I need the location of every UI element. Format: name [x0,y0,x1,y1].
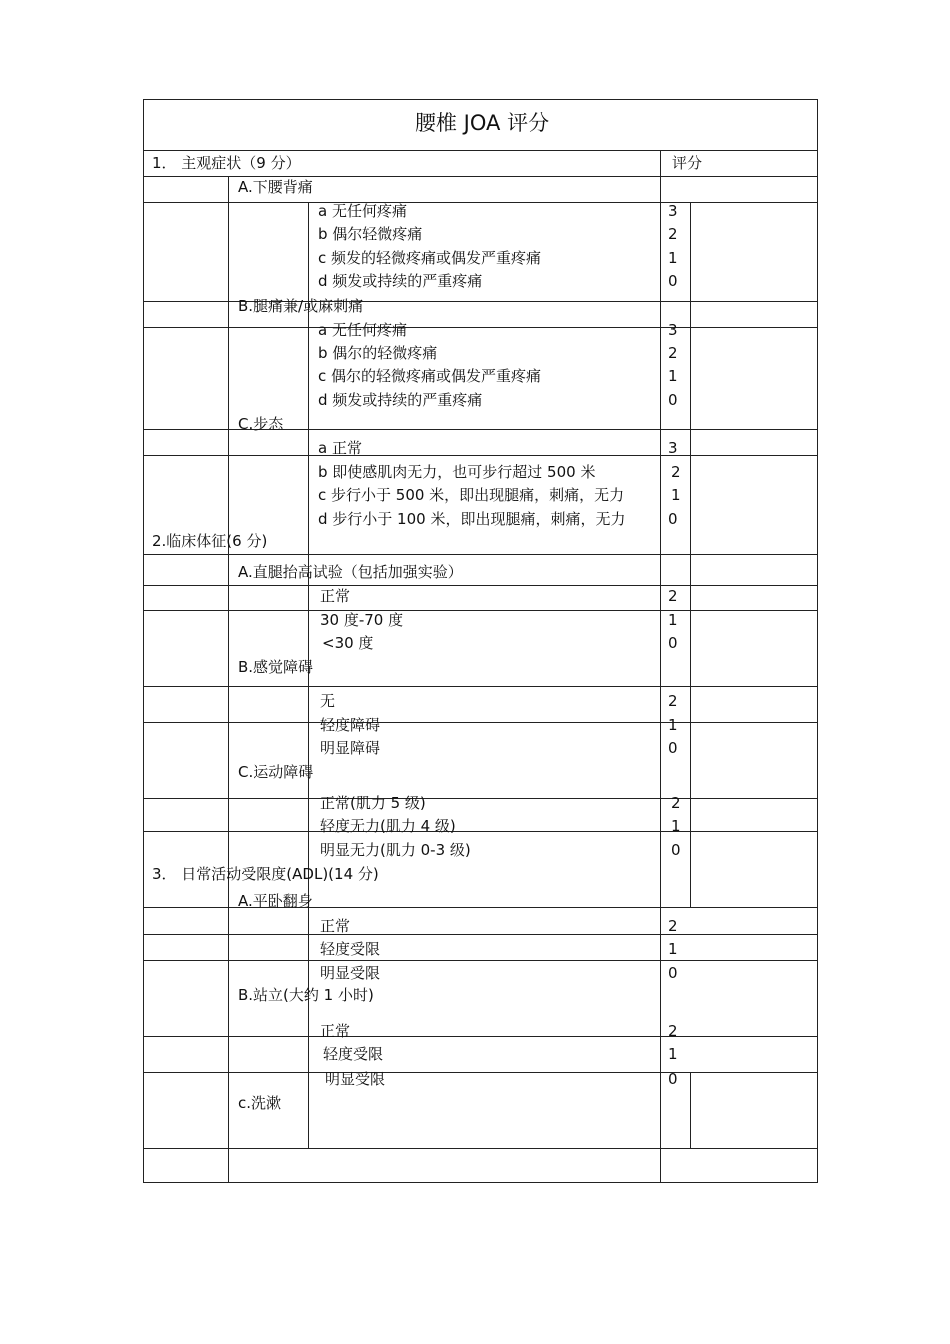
option-score: 1 [668,611,678,629]
subsection-label: C.步态 [238,415,284,433]
grid-line [143,831,818,832]
option-score: 0 [668,739,678,757]
grid-line [143,960,818,961]
option-text: b 偶尔的轻微疼痛 [318,344,438,362]
page-title: 腰椎 JOA 评分 [415,111,550,135]
grid-line [143,798,818,799]
option-score: 1 [671,817,681,835]
grid-line [690,1072,691,1148]
grid-line [143,1072,818,1073]
option-score: 2 [668,1022,678,1040]
option-score: 0 [668,634,678,652]
option-text: 明显无力(肌力 0-3 级) [320,841,471,859]
option-score: 1 [671,486,681,504]
option-text: d 频发或持续的严重疼痛 [318,391,483,409]
grid-line [143,1036,818,1037]
option-text: c 步行小于 500 米，即出现腿痛，刺痛，无力 [318,486,625,504]
grid-line [143,1148,818,1149]
option-score: 1 [668,367,678,385]
option-score: 0 [668,391,678,409]
grid-line [143,934,818,935]
option-text: 明显受限 [320,964,381,982]
option-text: a 正常 [318,439,362,457]
subsection-label: A.平卧翻身 [238,892,313,910]
option-text: 无 [320,692,336,710]
option-text: 轻度受限 [323,1045,384,1063]
table-border-right [817,99,818,1183]
option-text: 轻度障碍 [320,716,381,734]
table-border-left [143,99,144,1183]
option-text: 正常 [320,587,351,605]
subsection-label: B.腿痛兼/或麻刺痛 [238,297,364,315]
subsection-label: C.运动障碍 [238,763,314,781]
option-text: c 频发的轻微疼痛或偶发严重疼痛 [318,249,542,267]
section-heading: 3． 日常活动受限度(ADL)(14 分) [152,865,379,883]
grid-line [143,554,818,555]
grid-line [143,176,818,177]
option-score: 2 [671,463,681,481]
grid-line [143,722,818,723]
table-border-bottom [143,1182,818,1183]
option-text: d 频发或持续的严重疼痛 [318,272,483,290]
grid-line [143,610,818,611]
section-heading: 2.临床体征(6 分) [152,532,268,550]
subsection-label: B.站立(大约 1 小时) [238,986,374,1004]
option-score: 0 [668,1070,678,1088]
option-score: 3 [668,439,678,457]
option-score: 2 [668,917,678,935]
option-score: 3 [668,202,678,220]
option-score: 2 [668,344,678,362]
option-score: 3 [668,321,678,339]
option-score: 1 [668,1045,678,1063]
option-text: b 偶尔轻微疼痛 [318,225,423,243]
grid-line [143,455,818,456]
option-score: 1 [668,716,678,734]
subsection-label: A.直腿抬高试验（包括加强实验） [238,563,463,581]
subsection-label: B.感觉障碍 [238,658,314,676]
option-text: 正常(肌力 5 级) [320,794,426,812]
option-text: 轻度受限 [320,940,381,958]
option-score: 0 [668,510,678,528]
option-text: b 即使感肌肉无力，也可步行超过 500 米 [318,463,596,481]
option-score: 0 [668,272,678,290]
option-text: d 步行小于 100 米，即出现腿痛，刺痛，无力 [318,510,626,528]
grid-line [143,585,818,586]
grid-line [143,150,818,151]
option-text: 明显受限 [325,1070,386,1088]
option-text: a 无任何疼痛 [318,202,407,220]
option-score: 2 [668,587,678,605]
option-score: 2 [668,225,678,243]
grid-line [143,327,818,328]
subsection-label: c.洗漱 [238,1094,282,1112]
score-column-header: 评分 [672,154,703,172]
option-score: 1 [668,249,678,267]
section-heading: 1． 主观症状（9 分） [152,154,301,172]
subsection-label: A.下腰背痛 [238,178,313,196]
option-text: c 偶尔的轻微疼痛或偶发严重疼痛 [318,367,542,385]
grid-line [660,150,661,1183]
option-text: 正常 [320,1022,351,1040]
option-text: 30 度-70 度 [320,611,404,629]
option-score: 0 [671,841,681,859]
option-text: 正常 [320,917,351,935]
grid-line [143,686,818,687]
option-score: 1 [668,940,678,958]
option-text: 轻度无力(肌力 4 级) [320,817,456,835]
option-text: <30 度 [322,634,374,652]
option-score: 2 [668,692,678,710]
option-score: 2 [671,794,681,812]
option-text: 明显障碍 [320,739,381,757]
option-score: 0 [668,964,678,982]
grid-line [143,202,818,203]
table-border-top [143,99,818,100]
option-text: a 无任何疼痛 [318,321,407,339]
